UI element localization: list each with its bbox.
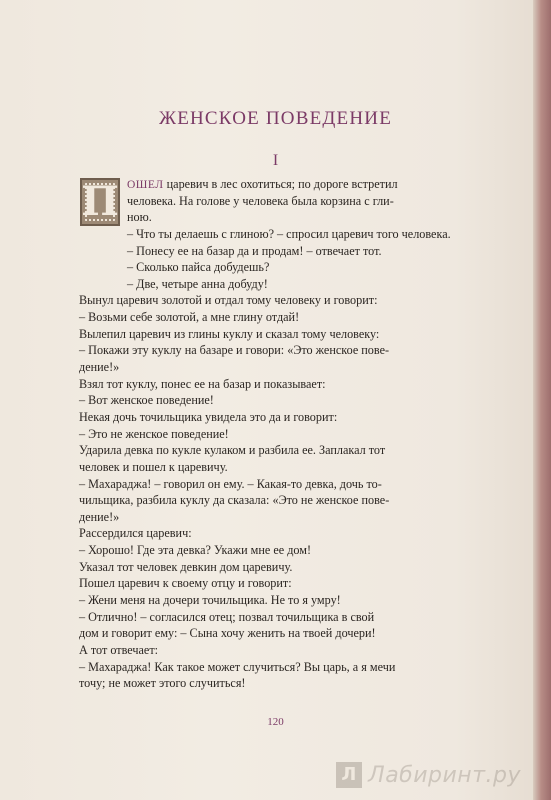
text-line: – Отлично! – согласился отец; позвал точильщика в свой	[79, 609, 375, 624]
text-line: чильщика, разбила куклу да сказала: «Это не женское пове-	[79, 493, 390, 508]
text-line: дение!»	[79, 360, 120, 375]
text-line: дение!»	[79, 509, 120, 524]
text-line: – Покажи эту куклу на базаре и говори: «Это женское пове-	[79, 343, 390, 358]
text-line: Пошел царевич к своему отцу и говорит:	[79, 576, 292, 591]
drop-cap-letter: П	[81, 178, 119, 225]
text-line: – Сколько пайса добудешь?	[127, 260, 270, 275]
text-line: точу; не может этого случиться!	[79, 676, 246, 691]
text-line: Вынул царевич золотой и отдал тому человеку и говорит:	[79, 293, 378, 308]
text-line: Рассердился царевич:	[79, 526, 192, 541]
text-line: ною.	[127, 210, 152, 225]
text-line: – Хорошо! Где эта девка? Укажи мне ее дом!	[79, 543, 312, 558]
text-line: Некая дочь точильщика увидела это да и говорит:	[79, 409, 338, 424]
story-title: ЖЕНСКОЕ ПОВЕДЕНИЕ	[158, 108, 393, 129]
chapter-number: I	[272, 152, 279, 169]
text-line: – Понесу ее на базар да и продам! – отвечает тот.	[127, 243, 382, 258]
text-line: – Махараджа! – говорил он ему. – Какая-то девка, дочь то-	[79, 476, 382, 491]
watermark-text: Лабиринт.ру	[368, 762, 521, 788]
text-line: человека. На голове у человека была корзина с гли-	[127, 193, 394, 208]
text-line: человек и пошел к царевичу.	[79, 459, 228, 474]
first-word-smallcaps: ОШЕЛ	[127, 179, 164, 191]
text-line: – Жени меня на дочери точильщика. Не то я умру!	[79, 593, 341, 608]
text-line: А тот отвечает:	[79, 642, 159, 657]
text-line: Указал тот человек девкин дом царевичу.	[79, 559, 293, 574]
text-line: – Две, четыре анна добуду!	[127, 276, 268, 291]
text-line: Взял тот куклу, понес ее на базар и показывает:	[79, 376, 326, 391]
text-line: Ударила девка по кукле кулаком и разбила ее. Заплакал тот	[79, 443, 386, 458]
watermark	[336, 762, 521, 788]
text-line: Вылепил царевич из глины куклу и сказал тому человеку:	[79, 326, 380, 341]
page-number: 120	[267, 716, 284, 728]
text-line: – Что ты делаешь с глиною? – спросил царевич того человека.	[127, 226, 451, 241]
labirint-logo-icon: Л	[336, 762, 362, 788]
text-line: – Вот женское поведение!	[79, 393, 214, 408]
text-line: ОШЕЛ царевич в лес охотиться; по дороге встретил	[127, 177, 398, 191]
text-line: – Возьми себе золотой, а мне глину отдай!	[79, 310, 300, 325]
story-text	[79, 176, 467, 692]
text-line: – Это не женское поведение!	[79, 426, 229, 441]
text-line: дом и говорит ему: – Сына хочу женить на твоей дочери!	[79, 626, 376, 641]
text-line: – Махараджа! Как такое может случиться? Вы царь, а я мечи	[79, 659, 396, 674]
